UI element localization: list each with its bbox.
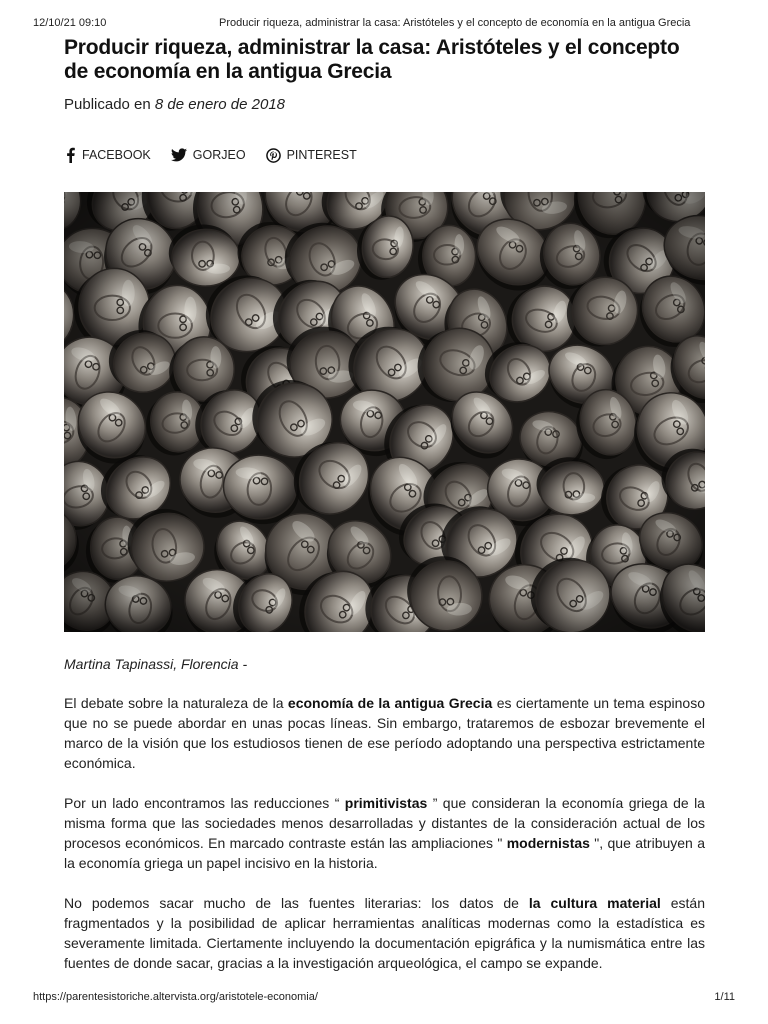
share-pinterest-button[interactable] xyxy=(266,148,357,163)
print-url: https://parentesistoriche.altervista.org/aristotele-economia/ xyxy=(33,991,318,1003)
bold-term: economía de la antigua Grecia xyxy=(287,695,493,711)
share-twitter-label: GORJEO xyxy=(192,148,246,162)
page-number: 1/11 xyxy=(714,991,735,1003)
bold-term: primitivistas xyxy=(344,795,428,811)
bold-term: modernistas xyxy=(506,835,590,851)
facebook-icon xyxy=(64,147,76,163)
article-photo-coins xyxy=(64,192,705,632)
paragraph-3: No podemos sacar mucho de las fuentes literarias: los datos de la cultura material están fragmentados y la posibilidad de aplicar herramientas analíticas modernas como la estadística es severamente limitada. Ciertamente incluyendo la documentación epigráfica y la numismática entre las fuentes de donde sacar, gracias a la investigación arqueológica, el campo se expande. xyxy=(64,895,706,971)
print-datetime: 12/10/21 09:10 xyxy=(33,17,107,29)
share-facebook-label: FACEBOOK xyxy=(82,148,151,162)
paragraph-2: Por un lado encontramos las reducciones “ primitivistas ” que consideran la economía griega de la misma forma que las sociedades menos desarrolladas y distantes de la consideración actual de los procesos económicos. En marcado contraste están las ampliaciones " modernistas ", que atribuyen a la economía griega un papel incisivo en la historia. xyxy=(64,795,705,871)
pinterest-icon xyxy=(266,148,281,163)
print-footer xyxy=(33,991,735,1005)
article xyxy=(64,36,705,973)
share-pinterest-label: PINTEREST xyxy=(286,148,357,162)
share-twitter-button[interactable] xyxy=(171,148,246,162)
publish-date xyxy=(64,96,705,113)
bold-term: la cultura material xyxy=(528,895,661,911)
publish-date-value: 8 de enero de 2018 xyxy=(154,96,286,113)
article-title: Producir riqueza, administrar la casa: Aristóteles y el concepto de economía en la antigua Grecia xyxy=(64,36,680,83)
share-bar xyxy=(64,145,705,165)
print-header xyxy=(33,17,735,31)
print-page-title: Producir riqueza, administrar la casa: Aristóteles y el concepto de economía en la antigua Grecia xyxy=(219,17,691,29)
publish-prefix: Publicado en xyxy=(64,96,151,113)
paragraph-1: El debate sobre la naturaleza de la economía de la antigua Grecia es ciertamente un tema espinoso que no se puede abordar en unas pocas líneas. Sin embargo, trataremos de esbozar brevemente el marco de la visión que los estudiosos tienen de ese período adoptando una perspectiva estrictamente económica. xyxy=(64,695,705,771)
byline: Martina Tapinassi, Florencia - xyxy=(64,656,248,672)
share-facebook-button[interactable] xyxy=(64,147,151,163)
twitter-icon xyxy=(171,148,187,162)
